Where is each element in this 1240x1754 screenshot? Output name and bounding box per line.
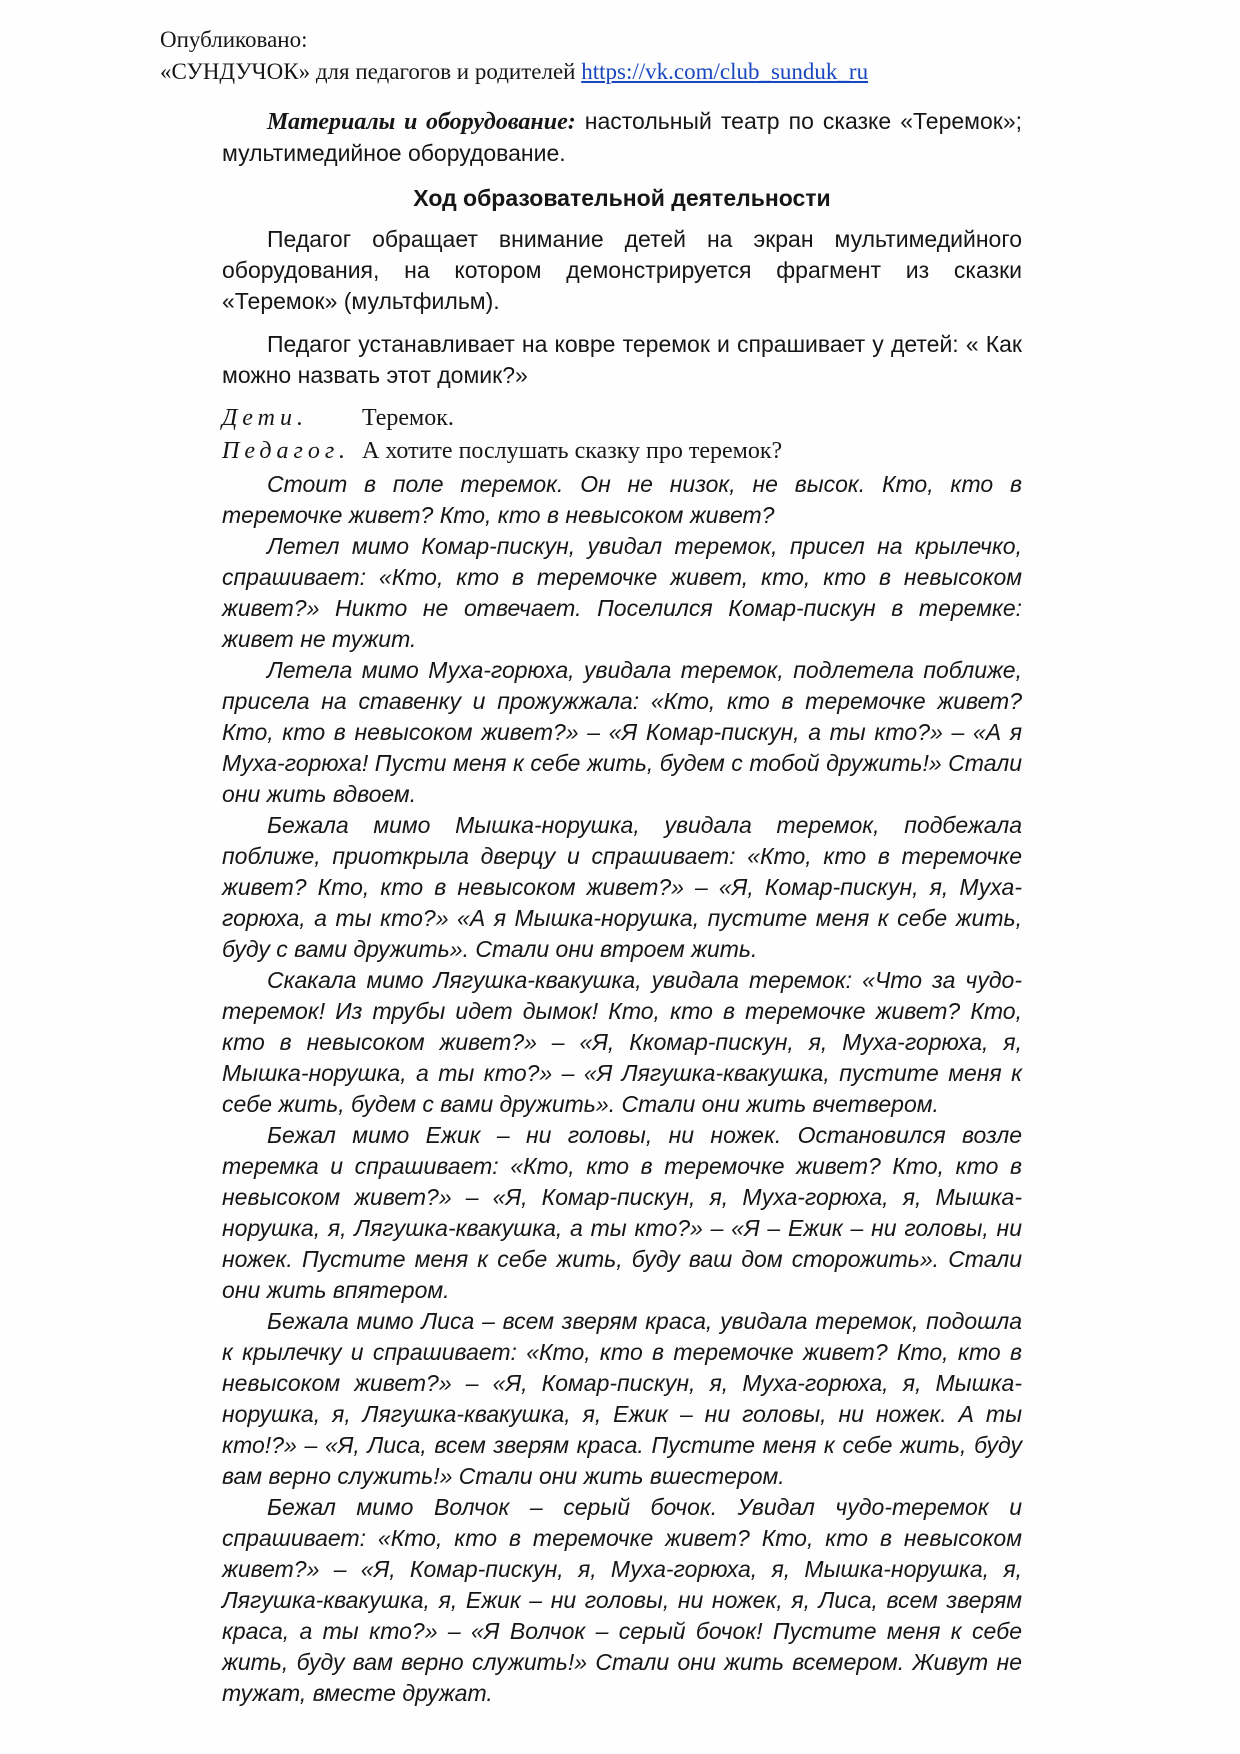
paragraph: Бежал мимо Волчок – серый бочок. Увидал чудо-теремок и спрашивает: «Кто, кто в теремочке живет? Кто, кто в невысоком живет?» – «Я, Комар-пискун, я, Муха-горюха, я, Мышка-норушка, я, Лягушка-квакушка, я, Ежик – ни головы, ни ножек, я, Лиса, всем зверям краса, а ты кто?» – «Я Волчок – серый бочок! Пустите меня к себе жить, буду вам верно служить!» Стали они жить всемером. Живут не тужат, вместе дружат.: [222, 1494, 1022, 1706]
dialog-text: А хотите послушать сказку про теремок?: [362, 438, 783, 464]
source-link[interactable]: https://vk.com/club_sunduk_ru: [581, 59, 869, 84]
dialog-text: Теремок.: [362, 405, 454, 431]
paragraph: Летела мимо Муха-горюха, увидала теремок, подлетела поближе, присела на ставенку и прожужжала: «Кто, кто в теремочке живет? Кто, кто в невысоком живет?» – «Я Комар-пискун, а ты кто?» – «А я Муха-горюха! Пусти меня к себе жить, будем с тобой дружить!» Стали они жить вдвоем.: [222, 657, 1022, 807]
materials-label: Материалы и оборудование:: [267, 109, 576, 135]
materials-paragraph: [222, 106, 1022, 169]
paragraph: Летел мимо Комар-пискун, увидал теремок, присел на крылечко, спрашивает: «Кто, кто в теремочке живет, кто, кто в невысоком живет?» Никто не отвечает. Поселился Комар-пискун в теремке: живет не тужит.: [222, 533, 1022, 652]
speaker-label: Педагог.: [222, 438, 350, 464]
paragraph: Бежала мимо Лиса – всем зверям краса, увидала теремок, подошла к крылечку и спрашивает: «Кто, кто в теремочке живет? Кто, кто в невысоком живет?» – «Я, Комар-пискун, я, Муха-горюха, я, Мышка-норушка, я, Лягушка-квакушка, я, Ежик – ни головы, ни ножек. А ты кто!?» – «Я, Лиса, всем зверям краса. Пустите меня к себе жить, буду вам верно служить!» Стали они жить вшестером.: [222, 1308, 1022, 1489]
speaker-label: Дети.: [222, 405, 308, 431]
paragraph: Педагог обращает внимание детей на экран мультимедийного оборудования, на котором демонстрируется фрагмент из сказки «Теремок» (мультфильм).: [222, 226, 1022, 314]
publication-header: [0, 0, 1240, 88]
story-paragraphs: [222, 224, 1022, 1709]
published-label: Опубликовано:: [160, 27, 308, 52]
paragraph: Скакала мимо Лягушка-квакушка, увидала теремок: «Что за чудо-теремок! Из трубы идет дымок! Кто, кто в теремочке живет? Кто, кто в невысоком живет?» – «Я, Ккомар-пискун, я, Муха-горюха, я, Мышка-норушка, а ты кто?» – «Я Лягушка-квакушка, пустите меня к себе жить, будем с вами дружить». Стали они жить вчетвером.: [222, 967, 1022, 1117]
materials-text: настольный театр по сказке «Теремок»; мультимедийное оборудование.: [222, 108, 1023, 166]
paragraph: Бежал мимо Ежик – ни головы, ни ножек. Остановился возле теремка и спрашивает: «Кто, кто в теремочке живет? Кто, кто в невысоком живет?» – «Я, Комар-пискун, я, Муха-горюха, я, Мышка-норушка, я, Лягушка-квакушка, а ты кто?» – «Я – Ежик – ни головы, ни ножек. Пустите меня к себе жить, буду ваш дом сторожить». Стали они жить впятером.: [222, 1122, 1022, 1303]
dialog-line: [222, 436, 1022, 467]
source-line: [160, 56, 1240, 88]
section-title: Ход образовательной деятельности: [413, 185, 831, 211]
document-content: [222, 106, 1022, 1709]
dialog-line: [222, 403, 1022, 434]
paragraph: Бежала мимо Мышка-норушка, увидала теремок, подбежала поближе, приоткрыла дверцу и спрашивает: «Кто, кто в теремочке живет? Кто, кто в невысоком живет?» – «Я, Комар-пискун, я, Муха-горюха, а ты кто?» «А я Мышка-норушка, пустите меня к себе жить, буду с вами дружить». Стали они втроем жить.: [222, 812, 1022, 962]
source-text: «СУНДУЧОК» для педагогов и родителей: [160, 59, 582, 84]
paragraph: Стоит в поле теремок. Он не низок, не высок. Кто, кто в теремочке живет? Кто, кто в невысоком живет?: [222, 471, 1022, 528]
paragraph: Педагог устанавливает на ковре теремок и спрашивает у детей: « Как можно назвать этот домик?»: [222, 331, 1022, 388]
